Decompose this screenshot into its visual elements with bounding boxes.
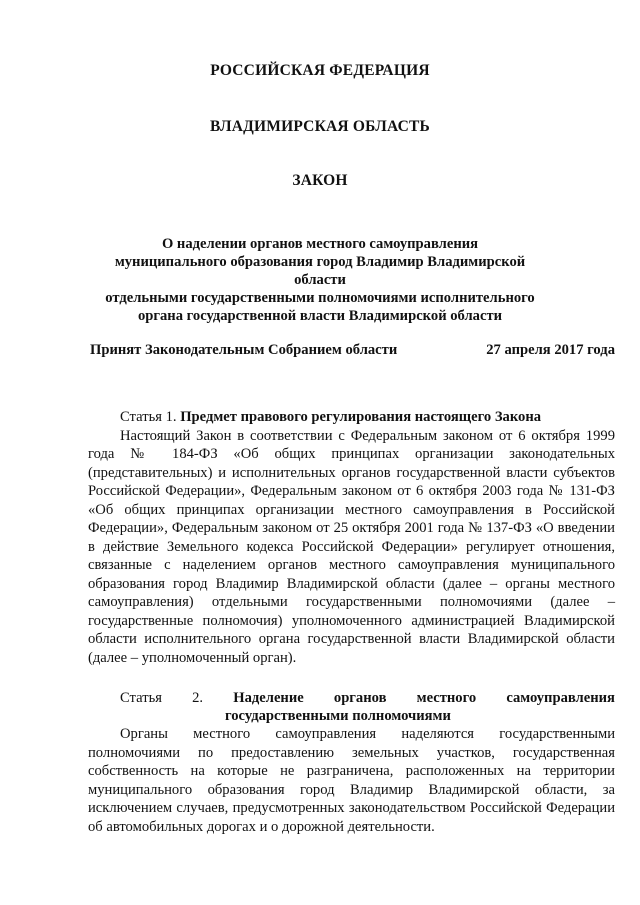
law-title-line: органа государственной власти Владимирской области — [137, 308, 503, 324]
article-2-label-number: 2. — [192, 690, 204, 706]
article-2-text: Органы местного самоуправления наделяются государственными полномочиями по предоставлению земельных участков, государственная собственность на которые не разграничена, расположенных на территории муниципального образования город Владимир Владимирской области, за исключением случаев, предусмотренных законодательством Российской Федерации об автомобильных дорогах и о дорожной деятельности. — [88, 726, 615, 835]
region-heading: ВЛАДИМИРСКАЯ ОБЛАСТЬ — [210, 118, 430, 135]
article-1-text: Настоящий Закон в соответствии с Федеральным законом от 6 октября 1999 года № 184-ФЗ «Об общих принципах организации законодательных (представительных) и исполнительных органов государственной власти субъектов Российской Федерации», Федеральным законом от 6 октября 2003 года № 131-ФЗ «Об общих принципах организации местного самоуправления в Российской Федерации», Федеральным законом от 25 октября 2001 года № 137-ФЗ «О введении в действие Земельного кодекса Российской Федерации» регулирует отношения, связанные с наделением органов местного самоуправления муниципального образования город Владимир Владимирской области (далее – органы местного самоуправления) отдельными государственными полномочиями (далее – государственные полномочия) уполномоченного администрацией Владимирской области исполнительного органа государственной власти Владимирской области (далее – уполномоченный орган). — [88, 427, 615, 666]
article-1 — [88, 408, 615, 667]
law-title-line: О наделении органов местного самоуправления — [161, 236, 479, 252]
article-2-label-word: Статья — [120, 690, 162, 706]
article-2-title-word: Наделение — [233, 690, 304, 706]
article-2-title-cont: государственными полномочиями — [225, 708, 451, 724]
adoption-line — [90, 342, 615, 359]
article-1-title: Предмет правового регулирования настоящего Закона — [180, 409, 542, 425]
doc-type-heading: ЗАКОН — [292, 172, 348, 189]
article-1-label: Статья 1. — [120, 409, 177, 425]
article-2-title-word: органов — [333, 690, 387, 706]
law-title — [95, 235, 545, 325]
article-2-title-word: местного — [416, 690, 477, 706]
law-title-line: отдельными государственными полномочиями исполнительного — [105, 290, 535, 306]
adopted-by: Принят Законодательным Собранием области — [90, 342, 398, 358]
federation-heading: РОССИЙСКАЯ ФЕДЕРАЦИЯ — [210, 62, 430, 79]
article-2-title-word: самоуправления — [506, 690, 615, 706]
article-1-heading — [88, 408, 615, 427]
article-2-heading — [88, 689, 615, 725]
law-title-line: муниципального образования город Владимир Владимирской области — [114, 254, 526, 288]
adoption-date: 27 апреля 2017 года — [486, 342, 615, 358]
